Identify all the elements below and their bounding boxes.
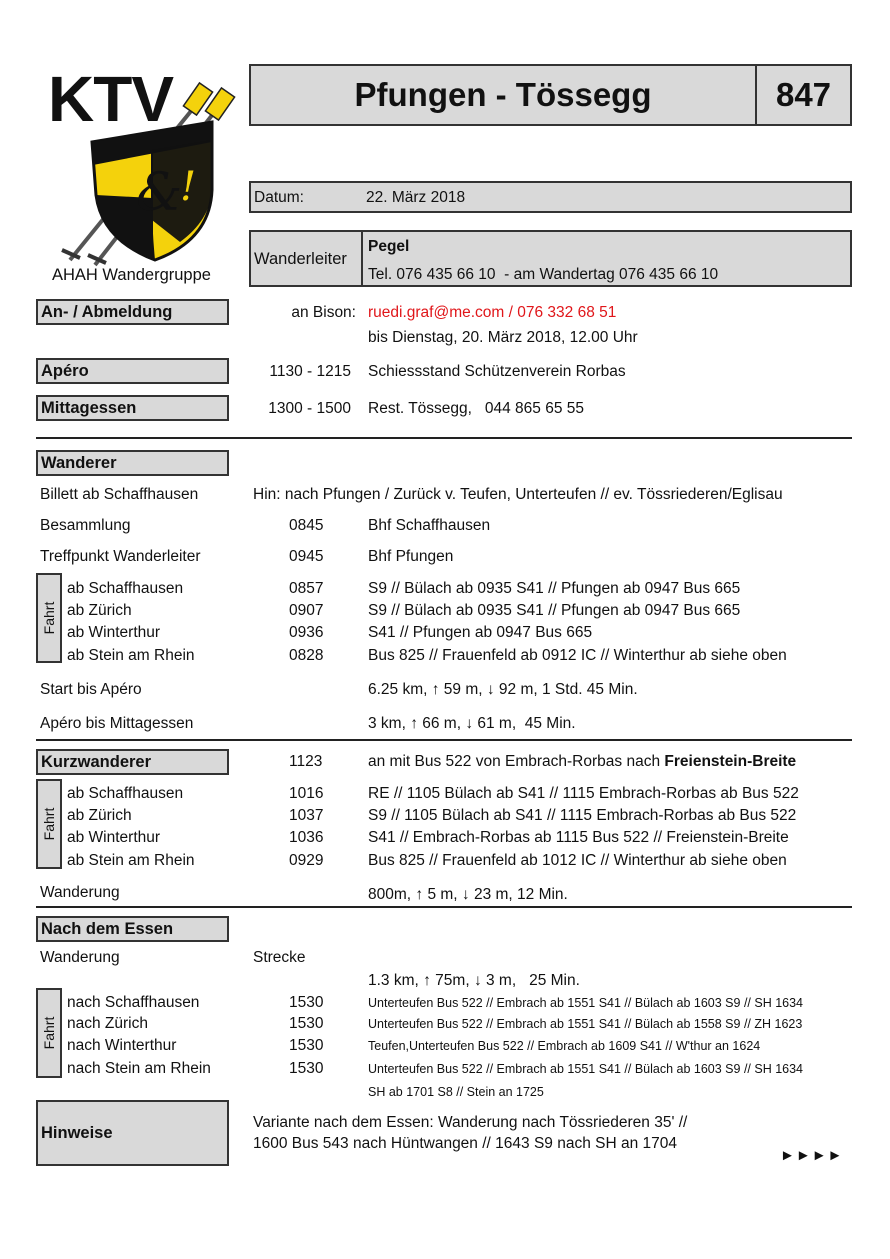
assembly-place: Bhf Schaffhausen [368, 517, 491, 534]
leader-label: Wanderleiter [254, 250, 347, 268]
leader-name: Pegel [368, 238, 410, 255]
list-item: 1530 [289, 1015, 324, 1032]
registration-via: an Bison: [291, 304, 356, 321]
fahrt-label: Fahrt [41, 807, 57, 841]
list-item: 1530 [289, 1060, 324, 1077]
lunch-place: Rest. Tössegg, 044 865 65 55 [368, 400, 585, 417]
after-lunch-hike-label: Wanderung [40, 949, 120, 966]
start-value: 6.25 km, ↑ 59 m, ↓ 92 m, 1 Std. 45 Min. [368, 681, 638, 698]
apero-lunch-value: 3 km, ↑ 66 m, ↓ 61 m, 45 Min. [368, 715, 576, 732]
fahrt-label: Fahrt [41, 1016, 57, 1050]
list-item: ab Winterthur [67, 624, 161, 641]
apero-lunch-label: Apéro bis Mittagessen [40, 715, 194, 732]
next-page-arrows-icon[interactable]: ►►►► [780, 1147, 844, 1164]
title-box [249, 64, 757, 126]
list-item: 0929 [289, 852, 324, 869]
notes-label-box [36, 1100, 229, 1166]
ticket-label: Billett ab Schaffhausen [40, 486, 199, 503]
list-item: Bus 825 // Frauenfeld ab 1012 IC // Winterthur ab siehe oben [368, 852, 787, 869]
list-item: ab Schaffhausen [67, 580, 184, 597]
number-box [755, 64, 852, 126]
date-value: 22. März 2018 [366, 189, 466, 206]
list-item: S41 // Embrach-Rorbas ab 1115 Bus 522 // Freienstein-Breite [368, 829, 789, 846]
assembly-label: Besammlung [40, 517, 131, 534]
short-hikers-info-prefix: an mit Bus 522 von Embrach-Rorbas nach [368, 753, 661, 770]
svg-text:&: & [136, 163, 183, 223]
hikers-label: Wanderer [36, 450, 229, 476]
list-item: Unterteufen Bus 522 // Embrach ab 1551 S41 // Bülach ab 1603 S9 // SH 1634 [368, 996, 804, 1010]
list-item: nach Winterthur [67, 1037, 177, 1054]
meeting-label: Treffpunkt Wanderleiter [40, 548, 201, 565]
list-item: ab Zürich [67, 602, 132, 619]
divider [36, 437, 852, 439]
list-item: RE // 1105 Bülach ab S41 // 1115 Embrach-Rorbas ab Bus 522 [368, 785, 799, 802]
list-item: S41 // Pfungen ab 0947 Bus 665 [368, 624, 593, 641]
registration-deadline: bis Dienstag, 20. März 2018, 12.00 Uhr [368, 329, 638, 346]
list-item: 1530 [289, 1037, 324, 1054]
fahrt-label: Fahrt [41, 601, 57, 635]
divider [36, 739, 852, 741]
ticket-value: Hin: nach Pfungen / Zurück v. Teufen, Unterteufen // ev. Tössriederen/Eglisau [253, 486, 783, 503]
after-lunch-route-value: 1.3 km, ↑ 75m, ↓ 3 m, 25 Min. [368, 972, 580, 989]
meeting-time: 0945 [289, 548, 324, 565]
leader-divider [361, 232, 363, 285]
divider [36, 906, 852, 908]
assembly-time: 0845 [289, 517, 324, 534]
lunch-label: Mittagessen [36, 395, 229, 421]
coat-of-arms-icon [40, 80, 240, 280]
logo-text: KTV [48, 63, 173, 135]
short-hikers-time: 1123 [289, 753, 323, 770]
short-hikers-info-destination: Freienstein-Breite [664, 753, 797, 770]
registration-label: An- / Abmeldung [36, 299, 229, 325]
list-item: 0857 [289, 580, 324, 597]
logo-subtitle: AHAH Wandergruppe [52, 266, 211, 284]
leader-tel: Tel. 076 435 66 10 - am Wandertag 076 435 66 10 [368, 266, 719, 283]
list-item: nach Schaffhausen [67, 994, 200, 1011]
date-label: Datum: [254, 189, 304, 206]
after-lunch-route-label: Strecke [253, 949, 306, 966]
list-item: Unterteufen Bus 522 // Embrach ab 1551 S41 // Bülach ab 1603 S9 // SH 1634 [368, 1062, 804, 1076]
list-item: nach Stein am Rhein [67, 1060, 211, 1077]
list-item: SH ab 1701 S8 // Stein an 1725 [368, 1085, 544, 1099]
list-item: S9 // Bülach ab 0935 S41 // Pfungen ab 0947 Bus 665 [368, 580, 741, 597]
fahrt-label-box [36, 779, 62, 869]
list-item: ab Schaffhausen [67, 785, 184, 802]
after-lunch-label: Nach dem Essen [36, 916, 229, 942]
apero-label: Apéro [36, 358, 229, 384]
fahrt-label-box [36, 988, 62, 1078]
short-hike-value: 800m, ↑ 5 m, ↓ 23 m, 12 Min. [368, 886, 568, 903]
list-item: S9 // Bülach ab 0935 S41 // Pfungen ab 0947 Bus 665 [368, 602, 741, 619]
leader-box [249, 230, 852, 287]
hike-number: 847 [775, 76, 832, 113]
list-item: S9 // 1105 Bülach ab S41 // 1115 Embrach-Rorbas ab Bus 522 [368, 807, 797, 824]
list-item: Bus 825 // Frauenfeld ab 0912 IC // Winterthur ab siehe oben [368, 647, 787, 664]
list-item: 1530 [289, 994, 324, 1011]
apero-time: 1130 - 1215 [269, 363, 351, 380]
list-item: ab Winterthur [67, 829, 161, 846]
notes-label: Hinweise [41, 1124, 113, 1142]
apero-place: Schiessstand Schützenverein Rorbas [368, 363, 626, 380]
start-label: Start bis Apéro [40, 681, 142, 698]
page-title: Pfungen - Tössegg [354, 76, 652, 113]
short-hikers-label: Kurzwanderer [36, 749, 229, 775]
registration-contact[interactable]: ruedi.graf@me.com / 076 332 68 51 [368, 304, 617, 321]
list-item: nach Zürich [67, 1015, 148, 1032]
svg-text:!: ! [180, 164, 197, 210]
notes-line-1: Variante nach dem Essen: Wanderung nach Tössriederen 35' // [253, 1114, 688, 1131]
list-item: Teufen,Unterteufen Bus 522 // Embrach ab 1609 S41 // W'thur an 1624 [368, 1039, 761, 1053]
list-item: Unterteufen Bus 522 // Embrach ab 1551 S41 // Bülach ab 1558 S9 // ZH 1623 [368, 1017, 803, 1031]
list-item: 0828 [289, 647, 324, 664]
list-item: ab Zürich [67, 807, 132, 824]
list-item: 1037 [289, 807, 324, 824]
list-item: ab Stein am Rhein [67, 647, 195, 664]
date-box [249, 181, 852, 213]
short-hikers-info [368, 753, 796, 771]
list-item: ab Stein am Rhein [67, 852, 195, 869]
notes-line-2: 1600 Bus 543 nach Hüntwangen // 1643 S9 nach SH an 1704 [253, 1135, 677, 1152]
lunch-time: 1300 - 1500 [268, 400, 351, 417]
meeting-place: Bhf Pfungen [368, 548, 454, 565]
short-hike-label: Wanderung [40, 884, 120, 901]
fahrt-label-box [36, 573, 62, 663]
list-item: 1016 [289, 785, 324, 802]
list-item: 1036 [289, 829, 324, 846]
list-item: 0907 [289, 602, 324, 619]
list-item: 0936 [289, 624, 324, 641]
